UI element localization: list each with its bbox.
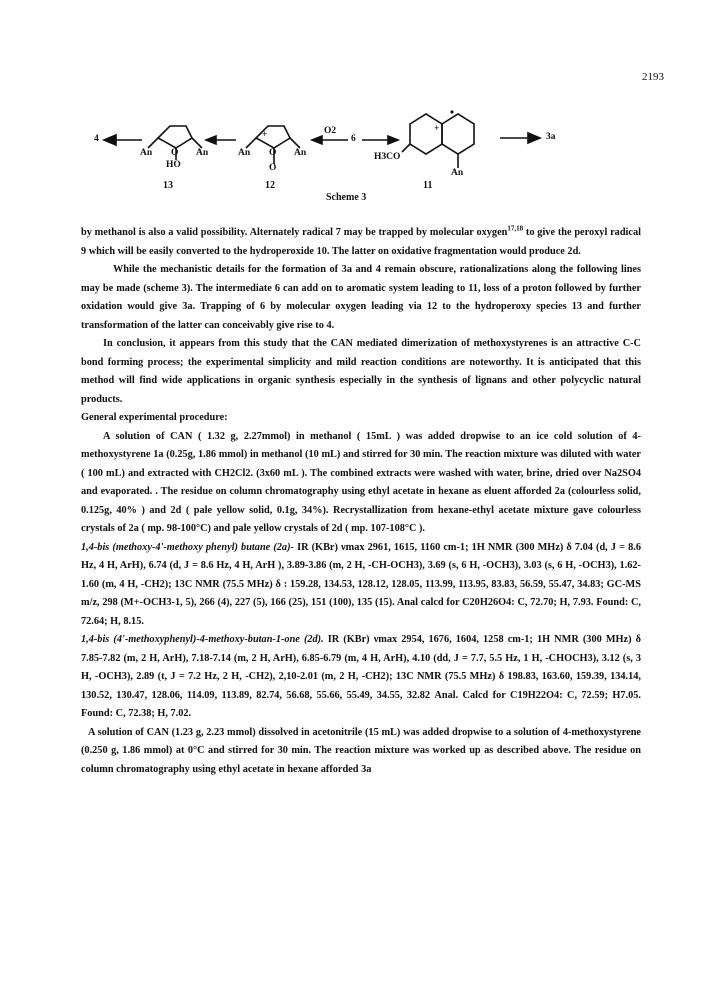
bond-12-an-left <box>246 138 256 148</box>
bond-13-an-right <box>192 138 202 148</box>
label-6: 6 <box>351 134 356 144</box>
label-an-12-left: An <box>238 148 251 158</box>
label-o2: O2 <box>324 126 337 136</box>
label-plus-11: + <box>434 124 440 134</box>
label-4: 4 <box>94 134 99 144</box>
article-body <box>81 224 641 779</box>
reaction-scheme <box>80 108 660 218</box>
paragraph-3: In conclusion, it appears from this study that the CAN mediated dimerization of methoxystyrenes is an attractive C-C bond forming process; the experimental simplicity and mild reaction conditions are noteworthy. It is anticipated that this method will find wide applications in organic synthesis especially in the synthesis of lignans and other polycyclic natural products. <box>81 338 641 405</box>
paragraph-5: A solution of CAN (1.23 g, 2.23 mmol) dissolved in acetonitrile (15 mL) was added dropwise to a solution of 4-methoxystyrene (0.250 g, 1.86 mmol) at 0°C and stirred for 30 min. The reaction mixture was worked up as described above. The residue on column chromatography using ethyl acetate in hexane afforded 3a <box>81 726 641 775</box>
page-number: 2193 <box>642 71 664 83</box>
label-an-13-left: An <box>140 148 153 158</box>
label-an-13-right: An <box>196 148 209 158</box>
benzene-ring-11 <box>410 114 442 154</box>
ring-13 <box>158 126 192 148</box>
arrowhead-11-3a <box>528 133 540 143</box>
cyclohexene-ring-11 <box>442 114 474 154</box>
label-h3co: H3CO <box>374 152 401 162</box>
section-heading: General experimental procedure: <box>81 412 228 423</box>
label-13: 13 <box>163 180 173 191</box>
label-ho: HO <box>166 160 181 170</box>
label-o-12: O <box>269 148 277 158</box>
bond-12-an-right <box>290 138 300 148</box>
compound-2d: 1,4-bis (4'-methoxyphenyl)-4-methoxy-butan-1-one (2d). IR (KBr) νmax 2954, 1676, 1604, 1258 cm-1; 1H NMR (300 MHz) δ 7.85-7.82 (m, 2 H, ArH), 7.18-7.14 (m, 2 H, ArH), 6.85-6.79 (m, 4 H, ArH), 4.10 (dd, J = 7.7, 5.5 Hz, 1 H, -CHOCH3), 3.12 (s, 3 H, -OCH3), 2.89 (t, J = 7.2 Hz, 2 H, -CH2), 2,10-2.01 (m, 2 H, -CH2); 13C NMR (75.5 MHz) δ 198.83, 163.60, 159.39, 134.14, 130.52, 130.47, 128.06, 114.09, 113.89, 82.74, 56.68, 55.66, 55.49, 34.55, 32.82 Anal. Calcd for C19H22O4: C, 72.59; H7.05. Found: C, 72.38; H, 7.02. <box>81 634 641 719</box>
bond-13-an-left <box>148 138 158 148</box>
compound-2a: 1,4-bis (methoxy-4'-methoxy phenyl) butane (2a)- IR (KBr) νmax 2961, 1615, 1160 cm-1; 1H NMR (300 MHz) δ 7.04 (d, J = 8.6 Hz, 4 H, ArH), 6.74 (d, J = 8.6 Hz, 4 H, ArH ), 3.89-3.86 (m, 2 H, -CH-OCH3), 3.69 (s, 6 H, -OCH3), 3.03 (s, 6 H, -OCH3), 1.62-1.60 (m, 4 H, -CH2); 13C NMR (75.5 MHz) δ : 159.28, 134.53, 128.12, 128.05, 113.99, 113.95, 83.83, 56.59, 55.47, 34.83; GC-MS m/z, 298 (M+-OCH3-1, 5), 266 (4), 227 (5), 166 (25), 151 (100), 135 (15). Anal calcd for C20H26O4: C, 72.70; H, 7.93. Found: C, 72.64; H, 8.15. <box>81 541 641 627</box>
paragraph-1: by methanol is also a valid possibility. Alternately radical 7 may be trapped by molecular oxygen$^{17,18}$ to give the peroxyl radical 9 which will be easily converted to the hydroperoxide 10. The latter on oxidative fragmentation would produce 2d. <box>81 224 641 257</box>
label-plus-12: + <box>262 130 268 140</box>
label-11: 11 <box>423 180 433 191</box>
paragraph-2: While the mechanistic details for the formation of 3a and 4 remain obscure, rationalizations along the following lines may be made (scheme 3). The intermediate 6 can add on to aromatic system leading to 11, loss of a proton followed by further oxidation would give 3a. Trapping of 6 by molecular oxygen leading via 12 to the hydroperoxy species 13 and further transformation of the latter can conceivably give rise to 4. <box>81 264 641 331</box>
arrowhead-6-12 <box>312 136 322 144</box>
bond-11-ome <box>402 144 410 152</box>
paragraph-experimental: A solution of CAN ( 1.32 g, 2.27mmol) in methanol ( 15mL ) was added dropwise to an ice cold solution of 4-methoxystyrene 1a (0.25g, 1.86 mmol) in methanol (10 mL) and stirred for 30 min. The reaction mixture was diluted with water ( 100 mL) and extracted with CH2Cl2. (3x60 mL ). The combined extracts were washed with water, brine, dried over Na2SO4 and evaporated. . The residue on column chromatography using ethyl acetate in hexane as eluent afforded 2a (colourless solid, 0.125g, 40% ) and 2d ( pale yellow solid, 0.1g, 34%). Recrystallization from hexane-ethyl acetate mixture gave colourless crystals of 2a ( mp. 98-100°C) and pale yellow crystals of 2d ( mp. 107-108°C ). <box>81 430 641 534</box>
scheme-caption: Scheme 3 <box>326 192 367 203</box>
arrowhead-12-13 <box>206 136 216 144</box>
arrowhead-to-4 <box>104 135 116 145</box>
arrowhead-6-11 <box>388 136 398 144</box>
radical-dot-11 <box>450 110 453 113</box>
label-12: 12 <box>265 180 275 191</box>
label-o-13: O <box>171 148 179 158</box>
label-an-11: An <box>451 168 464 178</box>
label-3a: 3a <box>546 132 556 142</box>
label-an-12-right: An <box>294 148 307 158</box>
label-o-peroxy: O <box>269 163 277 173</box>
